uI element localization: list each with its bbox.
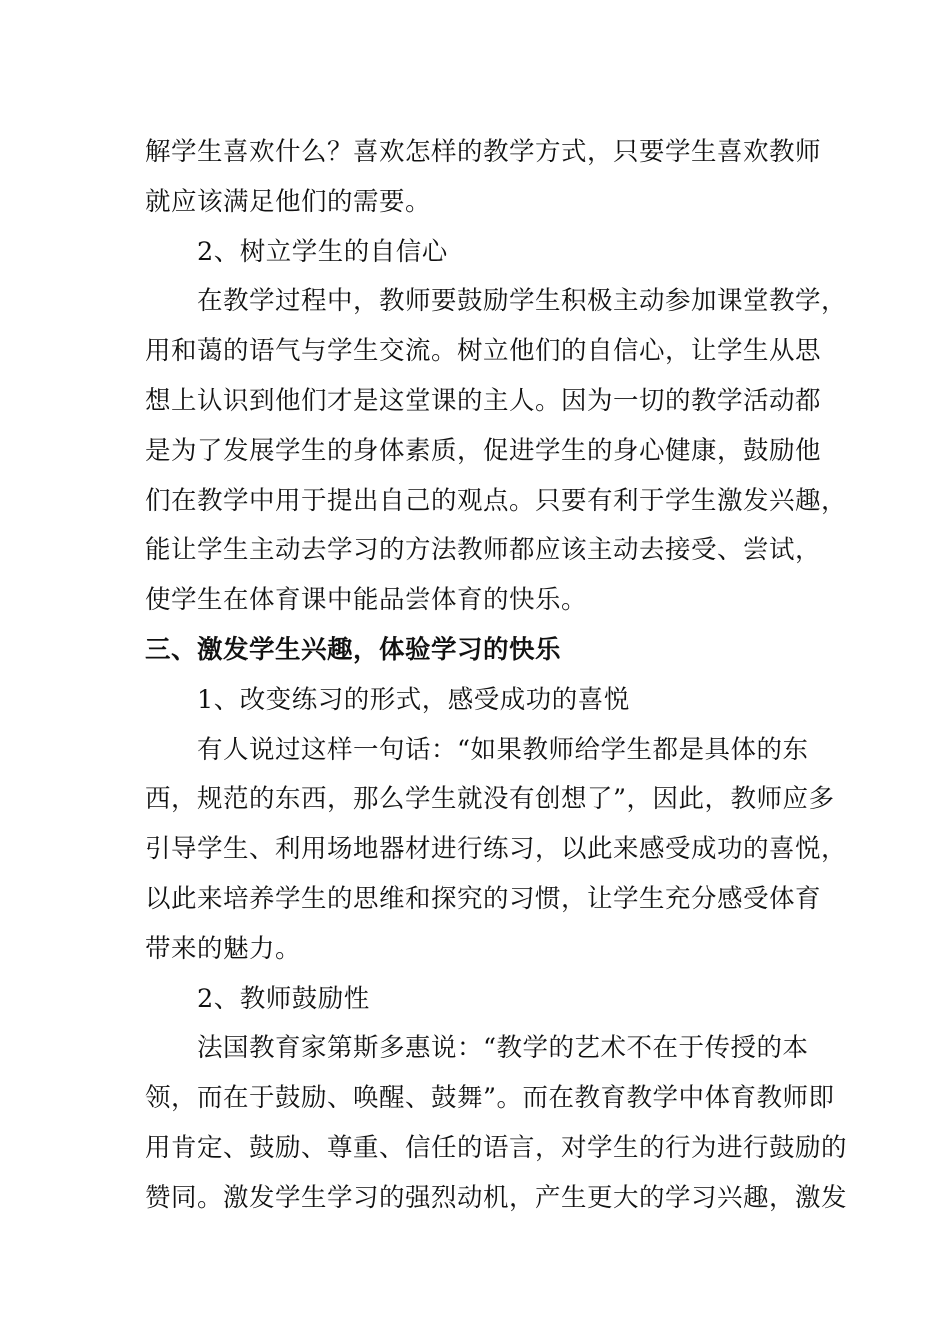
text-line: 是为了发展学生的身体素质，促进学生的身心健康，鼓励他 [145, 435, 822, 466]
subheading: 2、教师鼓励性 [197, 983, 370, 1014]
paragraph-start: 有人说过这样一句话：“如果教师给学生都是具体的东 [197, 734, 809, 765]
text-line: 想上认识到他们才是这堂课的主人。因为一切的教学活动都 [145, 385, 822, 416]
text-line: 解学生喜欢什么？喜欢怎样的教学方式，只要学生喜欢教师 [145, 137, 822, 167]
subheading: 2、树立学生的自信心 [197, 236, 448, 267]
text-line: 用肯定、鼓励、尊重、信任的语言，对学生的行为进行鼓励的 [145, 1132, 848, 1163]
text-line: 以此来培养学生的思维和探究的习惯，让学生充分感受体育 [145, 883, 822, 914]
text-line: 赞同。激发学生学习的强烈动机，产生更大的学习兴趣，激发 [145, 1182, 848, 1213]
subheading: 1、改变练习的形式，感受成功的喜悦 [197, 684, 630, 715]
paragraph-start: 在教学过程中，教师要鼓励学生积极主动参加课堂教学， [197, 286, 848, 317]
text-line: 西，规范的东西，那么学生就没有创想了”，因此，教师应多 [145, 784, 835, 815]
document-body [145, 128, 848, 1224]
text-line: 带来的魅力。 [145, 933, 302, 964]
text-line: 就应该满足他们的需要。 [145, 186, 432, 217]
text-line: 们在教学中用于提出自己的观点。只要有利于学生激发兴趣， [145, 485, 848, 516]
text-line: 使学生在体育课中能品尝体育的快乐。 [145, 585, 588, 616]
text-line: 用和蔼的语气与学生交流。树立他们的自信心，让学生从思 [145, 336, 822, 367]
paragraph-start: 法国教育家第斯多惠说：“教学的艺术不在于传授的本 [197, 1033, 809, 1064]
text-line: 能让学生主动去学习的方法教师都应该主动去接受、尝试， [145, 535, 822, 566]
section-heading: 三、激发学生兴趣，体验学习的快乐 [145, 634, 562, 665]
text-line: 领，而在于鼓励、唤醒、鼓舞”。而在教育教学中体育教师即 [145, 1083, 835, 1114]
text-line: 引导学生、利用场地器材进行练习，以此来感受成功的喜悦， [145, 834, 848, 865]
